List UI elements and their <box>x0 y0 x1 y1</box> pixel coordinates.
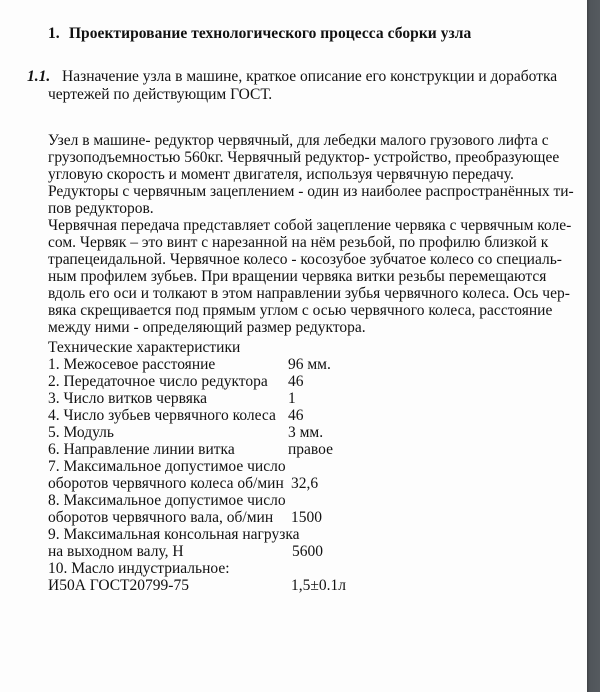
body-line: Редукторы с червячным зацеплением - один из наиболее распространённых ти- <box>48 183 574 200</box>
spec-label: И50А ГОСТ20799-75 <box>48 577 189 594</box>
spec-row <box>48 492 408 509</box>
spec-label: 9. Максимальная консольная нагрузка <box>48 526 300 543</box>
body-line: вдоль его оси и толкают в этом направлении зубья червячного колеса. Ось чер- <box>48 285 570 302</box>
spec-value: 3 мм. <box>288 424 324 441</box>
section-heading <box>48 25 471 43</box>
subsection-title-line-1: Назначение узла в машине, краткое описание его конструкции и доработка <box>62 68 558 85</box>
spec-value: правое <box>288 441 333 458</box>
spec-row <box>48 373 408 390</box>
spec-value: 1500 <box>291 509 322 526</box>
spec-label: на выходном валу, Н <box>48 543 184 560</box>
spec-label: 4. Число зубьев червячного колеса <box>48 407 276 424</box>
spec-value: 46 <box>288 407 304 424</box>
body-line: трапецеидальной. Червячное колесо - косозубое зубчатое колесо со специаль- <box>48 251 562 268</box>
spec-label: 8. Максимальное допустимое число <box>48 492 286 509</box>
spec-label: оборотов червячного колеса об/мин <box>48 475 284 492</box>
spec-row <box>48 509 408 526</box>
subsection-title-line-2: чертежей по действующим ГОСТ. <box>48 85 273 103</box>
body-line: угловую скорость и момент двигателя, используя червячную передачу. <box>48 166 514 183</box>
spec-value: 96 мм. <box>288 356 331 373</box>
spec-value: 5600 <box>292 543 323 560</box>
spec-label: 3. Число витков червяка <box>48 390 208 407</box>
spec-label: оборотов червячного вала, об/мин <box>48 509 274 526</box>
spec-value: 1,5±0.1л <box>291 577 346 594</box>
section-title: Проектирование технологического процесса сборки узла <box>68 25 472 42</box>
body-line: вяка скрещивается под прямым углом с осью червячного колеса, расстояние <box>48 302 553 319</box>
body-line: пов редукторов. <box>48 200 154 217</box>
spec-row <box>48 577 408 594</box>
spec-label: 5. Модуль <box>48 424 114 441</box>
spec-row <box>48 407 408 424</box>
spec-row <box>48 424 408 441</box>
spec-label: 7. Максимальное допустимое число <box>48 458 286 475</box>
body-paragraphs <box>48 132 574 336</box>
body-line: между ними - определяющий размер редуктора. <box>48 319 366 336</box>
spec-label: 1. Межосевое расстояние <box>48 356 216 373</box>
spec-row <box>48 356 408 373</box>
viewer-side-panel <box>587 0 600 692</box>
subsection-number: 1.1. <box>27 68 51 85</box>
specs-title: Технические характеристики <box>48 339 241 356</box>
spec-row <box>48 441 408 458</box>
body-line: Узел в машине- редуктор червячный, для лебедки малого грузового лифта с <box>48 132 549 149</box>
spec-row <box>48 475 408 492</box>
spec-value: 32,6 <box>291 475 319 492</box>
body-line: грузоподъемностью 560кг. Червячный редуктор- устройство, преобразующее <box>48 149 560 166</box>
body-line: Червячная передача представляет собой зацепление червяка с червячным коле- <box>48 217 572 234</box>
body-line: ным профилем зубьев. При вращении червяка витки резьбы перемещаются <box>48 268 547 285</box>
body-line: сом. Червяк – это винт с нарезанной на нём резьбой, по профилю близкой к <box>48 234 549 251</box>
spec-label: 10. Масло индустриальное: <box>48 560 230 577</box>
spec-value: 1 <box>288 390 296 407</box>
spec-row <box>48 390 408 407</box>
specs-list <box>48 339 408 594</box>
spec-row <box>48 458 408 475</box>
spec-label: 2. Передаточное число редуктора <box>48 373 268 390</box>
spec-row <box>48 543 408 560</box>
spec-label: 6. Направление линии витка <box>48 441 235 458</box>
spec-row <box>48 526 408 543</box>
section-number: 1. <box>48 25 60 42</box>
spec-value: 46 <box>288 373 304 390</box>
spec-row <box>48 560 408 577</box>
